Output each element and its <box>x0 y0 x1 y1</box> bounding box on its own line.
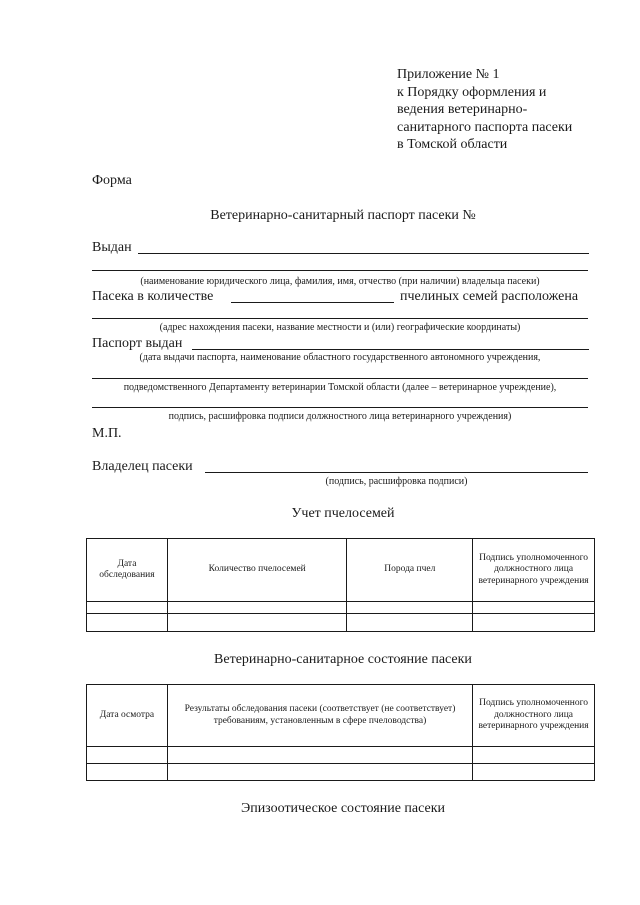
table-cell[interactable] <box>473 764 595 781</box>
table-header-row <box>87 539 595 602</box>
issued-label: Выдан <box>92 240 132 255</box>
stamp-label: М.П. <box>92 426 122 441</box>
appendix-line-3: ведения ветеринарно- <box>397 102 528 117</box>
passport-caption-2: подведомственного Департаменту ветеринарии Томской области (далее – ветеринарное учреждение), <box>123 382 557 393</box>
address-caption: (адрес нахождения пасеки, название местности и (или) географические координаты) <box>159 322 521 333</box>
header-cell-signature: Подпись уполномоченного должностного лица ветеринарного учреждения <box>473 685 595 747</box>
header-cell-breed: Порода пчел <box>347 539 473 602</box>
owner-caption: (подпись, расшифровка подписи) <box>325 476 468 487</box>
table-row <box>87 614 595 632</box>
table-cell[interactable] <box>167 747 472 764</box>
appendix-line-1: Приложение № 1 <box>397 67 500 82</box>
address-field-line[interactable] <box>92 318 588 319</box>
owner-signature-field[interactable] <box>205 472 588 473</box>
vet-table <box>86 684 595 781</box>
table-cell[interactable] <box>87 614 168 632</box>
passport-field-line-2[interactable] <box>92 378 588 379</box>
appendix-line-2: к Порядку оформления и <box>397 84 547 100</box>
header-cell-results: Результаты обследования пасеки (соответствует (не соответствует) требованиям, установленным в сфере пчеловодства) <box>167 685 472 747</box>
header-cell-signature: Подпись уполномоченного должностного лица ветеринарного учреждения <box>473 539 595 602</box>
passport-issued-field[interactable] <box>192 349 589 350</box>
table-row <box>87 764 595 781</box>
doc-title: Ветеринарно-санитарный паспорт пасеки № <box>210 208 476 223</box>
passport-field-line-3[interactable] <box>92 407 588 408</box>
header-cell-inspection-date: Дата осмотра <box>87 685 168 747</box>
issued-field-line-2[interactable] <box>92 270 588 271</box>
passport-caption-3: подпись, расшифровка подписи должностного лица ветеринарного учреждения) <box>168 411 512 422</box>
table-cell[interactable] <box>87 602 168 614</box>
table-cell[interactable] <box>167 614 347 632</box>
passport-caption-1: (дата выдачи паспорта, наименование областного государственного автономного учреждения, <box>139 352 541 363</box>
table-cell[interactable] <box>87 764 168 781</box>
header-cell-count: Количество пчелосемей <box>167 539 347 602</box>
form-label: Форма <box>92 173 132 188</box>
appendix-block <box>397 66 627 154</box>
table-header-row <box>87 685 595 747</box>
table-cell[interactable] <box>347 614 473 632</box>
vet-section-title: Ветеринарно-санитарное состояние пасеки <box>214 652 472 667</box>
colonies-table <box>86 538 595 632</box>
passport-issued-label: Паспорт выдан <box>92 336 183 351</box>
table-cell[interactable] <box>473 602 595 614</box>
issued-caption: (наименование юридического лица, фамилия, имя, отчество (при наличии) владельца пасеки) <box>140 276 540 287</box>
table-cell[interactable] <box>167 764 472 781</box>
table-cell[interactable] <box>87 747 168 764</box>
apiary-label: Пасека в количестве <box>92 289 214 304</box>
colonies-count-field[interactable] <box>231 302 394 303</box>
appendix-line-5: в Томской области <box>397 137 508 152</box>
appendix-line-4: санитарного паспорта пасеки <box>397 119 573 135</box>
apiary-suffix: пчелиных семей расположена <box>400 289 579 304</box>
colonies-section-title: Учет пчелосемей <box>291 506 395 521</box>
epizootic-section-title: Эпизоотическое состояние пасеки <box>240 801 446 816</box>
table-row <box>87 747 595 764</box>
issued-field-line[interactable] <box>138 253 589 254</box>
table-cell[interactable] <box>473 747 595 764</box>
header-cell-date: Дата обследования <box>87 539 168 602</box>
table-row <box>87 602 595 614</box>
owner-label: Владелец пасеки <box>92 459 193 474</box>
table-cell[interactable] <box>473 614 595 632</box>
table-cell[interactable] <box>167 602 347 614</box>
table-cell[interactable] <box>347 602 473 614</box>
